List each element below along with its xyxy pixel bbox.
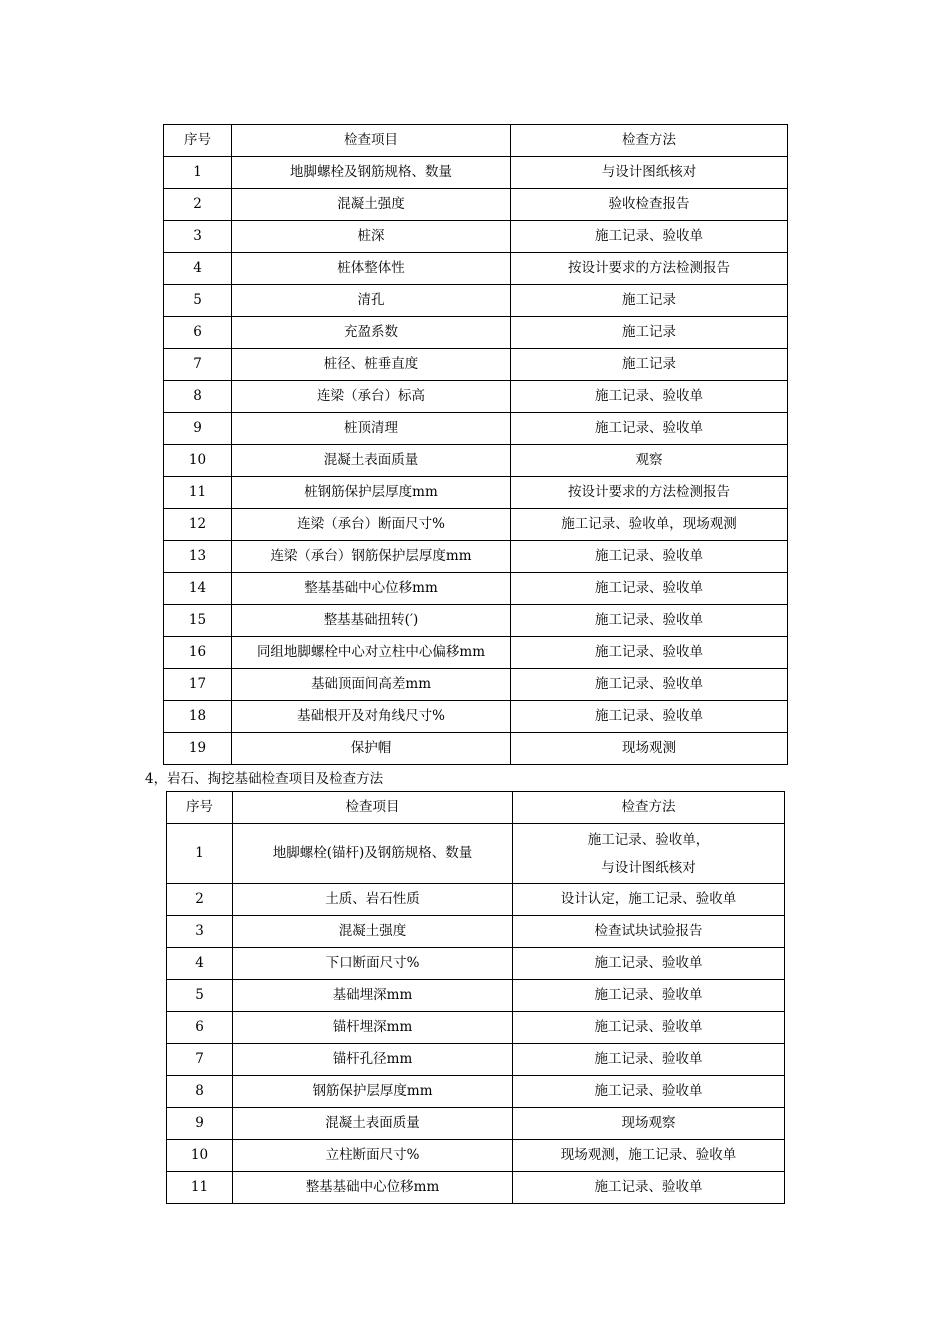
table-header-row [167, 792, 785, 824]
row-method: 施工记录、验收单 [513, 948, 785, 980]
row-method: 现场观察 [513, 1108, 785, 1140]
section-caption: 4，岩石、掏挖基础检查项目及检查方法 [145, 771, 384, 787]
row-method: 施工记录、验收单 [511, 221, 788, 253]
row-serial: 9 [164, 413, 232, 445]
row-item: 整基基础中心位移mm [233, 1172, 513, 1204]
table-row [164, 413, 788, 445]
table-row [164, 221, 788, 253]
method-line: 施工记录、验收单， [587, 831, 710, 848]
row-serial: 10 [164, 445, 232, 477]
row-method: 与设计图纸核对 [511, 157, 788, 189]
inspection-table-2 [166, 791, 785, 1204]
table-row [167, 1108, 785, 1140]
row-item: 桩径、桩垂直度 [232, 349, 511, 381]
row-item: 保护帽 [232, 733, 511, 765]
table-row [167, 916, 785, 948]
row-item: 钢筋保护层厚度mm [233, 1076, 513, 1108]
row-method: 施工记录 [511, 317, 788, 349]
row-item: 桩体整体性 [232, 253, 511, 285]
row-serial: 7 [164, 349, 232, 381]
row-item: 土质、岩石性质 [233, 884, 513, 916]
inspection-table-1 [163, 124, 788, 765]
header-serial: 序号 [164, 125, 232, 157]
row-serial: 5 [164, 285, 232, 317]
row-serial: 18 [164, 701, 232, 733]
row-method: 施工记录、验收单 [513, 980, 785, 1012]
row-serial: 9 [167, 1108, 233, 1140]
row-serial: 19 [164, 733, 232, 765]
row-method: 施工记录、验收单 [513, 1012, 785, 1044]
row-item: 基础根开及对角线尺寸% [232, 701, 511, 733]
row-item: 混凝土表面质量 [232, 445, 511, 477]
row-serial: 17 [164, 669, 232, 701]
row-item: 混凝土强度 [232, 189, 511, 221]
row-method: 施工记录、验收单 [511, 605, 788, 637]
row-serial: 11 [167, 1172, 233, 1204]
table-row [164, 669, 788, 701]
row-method: 施工记录、验收单 [511, 701, 788, 733]
row-serial: 3 [164, 221, 232, 253]
table-row [164, 637, 788, 669]
row-method: 施工记录 [511, 285, 788, 317]
row-method: 施工记录、验收单 [513, 1076, 785, 1108]
table-body [164, 125, 788, 765]
row-serial: 8 [167, 1076, 233, 1108]
table-row [164, 445, 788, 477]
table-row [167, 1044, 785, 1076]
row-method: 施工记录、验收单 [513, 1044, 785, 1076]
table-row [167, 824, 785, 884]
row-method: 施工记录、验收单，现场观测 [511, 509, 788, 541]
header-method: 检查方法 [513, 792, 785, 824]
row-serial: 14 [164, 573, 232, 605]
row-item: 混凝土表面质量 [233, 1108, 513, 1140]
row-method: 施工记录、验收单 [511, 637, 788, 669]
row-method: 施工记录、验收单 [511, 541, 788, 573]
row-serial: 15 [164, 605, 232, 637]
table-body [167, 792, 785, 1204]
table-row [164, 349, 788, 381]
row-serial: 11 [164, 477, 232, 509]
table-row [164, 317, 788, 349]
row-method: 施工记录、验收单 [511, 413, 788, 445]
table-row [167, 1012, 785, 1044]
table-header-row [164, 125, 788, 157]
row-method [513, 824, 785, 884]
row-method: 现场观测，施工记录、验收单 [513, 1140, 785, 1172]
method-line: 与设计图纸核对 [601, 859, 696, 876]
table-row [164, 541, 788, 573]
row-method: 施工记录、验收单 [511, 573, 788, 605]
table-row [164, 605, 788, 637]
row-method: 检查试块试验报告 [513, 916, 785, 948]
row-serial: 2 [167, 884, 233, 916]
row-method: 施工记录 [511, 349, 788, 381]
row-serial: 12 [164, 509, 232, 541]
row-item: 同组地脚螺栓中心对立柱中心偏移mm [232, 637, 511, 669]
row-item: 锚杆孔径mm [233, 1044, 513, 1076]
row-item: 立柱断面尺寸% [233, 1140, 513, 1172]
row-item: 整基基础扭转(′) [232, 605, 511, 637]
row-serial: 16 [164, 637, 232, 669]
row-item: 基础埋深mm [233, 980, 513, 1012]
table-row [167, 1140, 785, 1172]
table-row [164, 285, 788, 317]
row-serial: 1 [164, 157, 232, 189]
row-method: 现场观测 [511, 733, 788, 765]
row-item: 桩深 [232, 221, 511, 253]
table-row [167, 1172, 785, 1204]
table-row [167, 948, 785, 980]
row-item: 下口断面尺寸% [233, 948, 513, 980]
row-serial: 3 [167, 916, 233, 948]
row-item: 基础顶面间高差mm [232, 669, 511, 701]
row-item: 地脚螺栓(锚杆)及钢筋规格、数量 [233, 824, 513, 884]
row-serial: 13 [164, 541, 232, 573]
row-item: 地脚螺栓及钢筋规格、数量 [232, 157, 511, 189]
row-serial: 6 [164, 317, 232, 349]
row-method: 按设计要求的方法检测报告 [511, 253, 788, 285]
row-method: 施工记录、验收单 [511, 669, 788, 701]
row-serial: 8 [164, 381, 232, 413]
table-row [164, 157, 788, 189]
table-row [164, 701, 788, 733]
row-serial: 1 [167, 824, 233, 884]
row-serial: 7 [167, 1044, 233, 1076]
table-row [164, 733, 788, 765]
row-item: 桩钢筋保护层厚度mm [232, 477, 511, 509]
table-row [164, 381, 788, 413]
row-item: 清孔 [232, 285, 511, 317]
row-item: 连梁（承台）断面尺寸% [232, 509, 511, 541]
row-serial: 4 [167, 948, 233, 980]
row-item: 混凝土强度 [233, 916, 513, 948]
table-row [164, 253, 788, 285]
table-row [164, 189, 788, 221]
row-method: 设计认定，施工记录、验收单 [513, 884, 785, 916]
row-method: 施工记录、验收单 [511, 381, 788, 413]
row-method: 观察 [511, 445, 788, 477]
header-item: 检查项目 [233, 792, 513, 824]
row-item: 连梁（承台）标高 [232, 381, 511, 413]
row-item: 桩顶清理 [232, 413, 511, 445]
table-row [164, 509, 788, 541]
row-item: 锚杆埋深mm [233, 1012, 513, 1044]
header-item: 检查项目 [232, 125, 511, 157]
table-row [164, 477, 788, 509]
row-method: 验收检查报告 [511, 189, 788, 221]
row-serial: 6 [167, 1012, 233, 1044]
row-serial: 4 [164, 253, 232, 285]
table-row [167, 884, 785, 916]
row-method: 按设计要求的方法检测报告 [511, 477, 788, 509]
table-row [167, 1076, 785, 1108]
table-row [164, 573, 788, 605]
row-serial: 2 [164, 189, 232, 221]
row-item: 连梁（承台）钢筋保护层厚度mm [232, 541, 511, 573]
row-item: 充盈系数 [232, 317, 511, 349]
row-item: 整基基础中心位移mm [232, 573, 511, 605]
row-serial: 10 [167, 1140, 233, 1172]
header-serial: 序号 [167, 792, 233, 824]
row-method: 施工记录、验收单 [513, 1172, 785, 1204]
header-method: 检查方法 [511, 125, 788, 157]
row-serial: 5 [167, 980, 233, 1012]
table-row [167, 980, 785, 1012]
